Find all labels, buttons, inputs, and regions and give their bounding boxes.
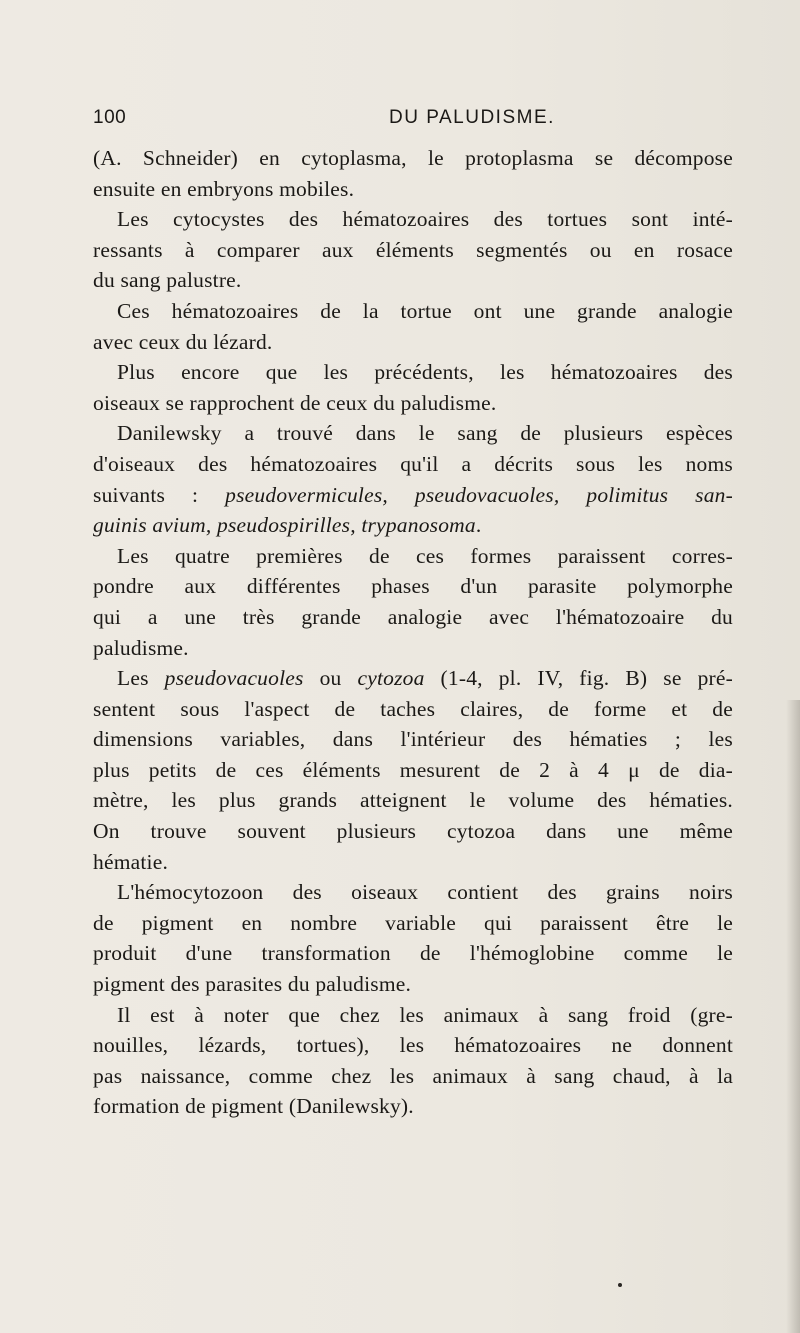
text-run: (1-4, pl. IV, fig. B) se pré- xyxy=(424,666,733,691)
text-line: L'hémocytozoon des oiseaux contient des grains noirs xyxy=(117,880,733,905)
text-line: pas naissance, comme chez les animaux à sang chaud, à la xyxy=(93,1063,733,1088)
text-line: produit d'une transformation de l'hémoglobine comme le xyxy=(93,941,733,966)
text-line: Il est à noter que chez les animaux à sang froid (gre- xyxy=(117,1002,733,1027)
text-line: (A. Schneider) en cytoplasma, le protoplasma se décompose xyxy=(93,146,733,170)
body-text xyxy=(93,143,733,1122)
text-line: d'oiseaux des hématozoaires qu'il a décrits sous les noms xyxy=(93,451,733,476)
text-line xyxy=(93,663,733,694)
text-line: sentent sous l'aspect de taches claires, de forme et de xyxy=(93,696,733,721)
running-title: DU PALUDISME. xyxy=(389,107,555,128)
text-run: suivants : xyxy=(93,482,226,507)
text-run: Les xyxy=(117,666,165,691)
text-line xyxy=(93,510,733,541)
italic-run: pseudovacuoles xyxy=(164,666,304,691)
text-line: On trouve souvent plusieurs cytozoa dans une même xyxy=(93,819,733,844)
text-line: qui a une très grande analogie avec l'hématozoaire du xyxy=(93,604,733,629)
page-edge-shadow xyxy=(786,700,800,1333)
italic-run: pseudovermicules, pseudovacuoles, polimitus san- xyxy=(225,482,733,507)
ink-speck xyxy=(618,1283,622,1287)
text-line: pondre aux différentes phases d'un parasite polymorphe xyxy=(93,574,733,599)
text-line: Les cytocystes des hématozoaires des tortues sont inté- xyxy=(117,207,733,232)
text-line xyxy=(93,480,733,511)
italic-run: cytozoa xyxy=(357,666,425,691)
text-line: ensuite en embryons mobiles. xyxy=(93,176,355,201)
text-line: du sang palustre. xyxy=(93,268,242,293)
text-line: avec ceux du lézard. xyxy=(93,329,273,354)
text-line: pigment des parasites du paludisme. xyxy=(93,972,412,997)
text-line: paludisme. xyxy=(93,635,189,660)
text-line: dimensions variables, dans l'intérieur des hématies ; les xyxy=(93,727,733,752)
text-line: Les quatre premières de ces formes paraissent corres- xyxy=(117,543,733,568)
text-line: nouilles, lézards, tortues), les hématozoaires ne donnent xyxy=(93,1033,733,1058)
text-line: Plus encore que les précédents, les hématozoaires des xyxy=(117,360,733,385)
text-line: formation de pigment (Danilewsky). xyxy=(93,1094,414,1119)
text-run: ou xyxy=(303,666,358,691)
text-line: oiseaux se rapprochent de ceux du paludisme. xyxy=(93,390,497,415)
text-line: de pigment en nombre variable qui paraissent être le xyxy=(93,910,733,935)
page-header xyxy=(93,107,733,137)
italic-run: guinis avium, pseudospirilles, trypanosoma xyxy=(93,513,476,538)
text-line: hématie. xyxy=(93,849,169,874)
text-line: mètre, les plus grands atteignent le volume des hématies. xyxy=(93,788,733,813)
text-run: . xyxy=(475,513,482,538)
text-line: Danilewsky a trouvé dans le sang de plusieurs espèces xyxy=(117,421,733,446)
text-line: Ces hématozoaires de la tortue ont une grande analogie xyxy=(117,298,733,323)
text-line: ressants à comparer aux éléments segmentés ou en rosace xyxy=(93,237,733,262)
page-number: 100 xyxy=(93,107,127,128)
text-line: plus petits de ces éléments mesurent de 2 à 4 μ de dia- xyxy=(93,757,733,782)
